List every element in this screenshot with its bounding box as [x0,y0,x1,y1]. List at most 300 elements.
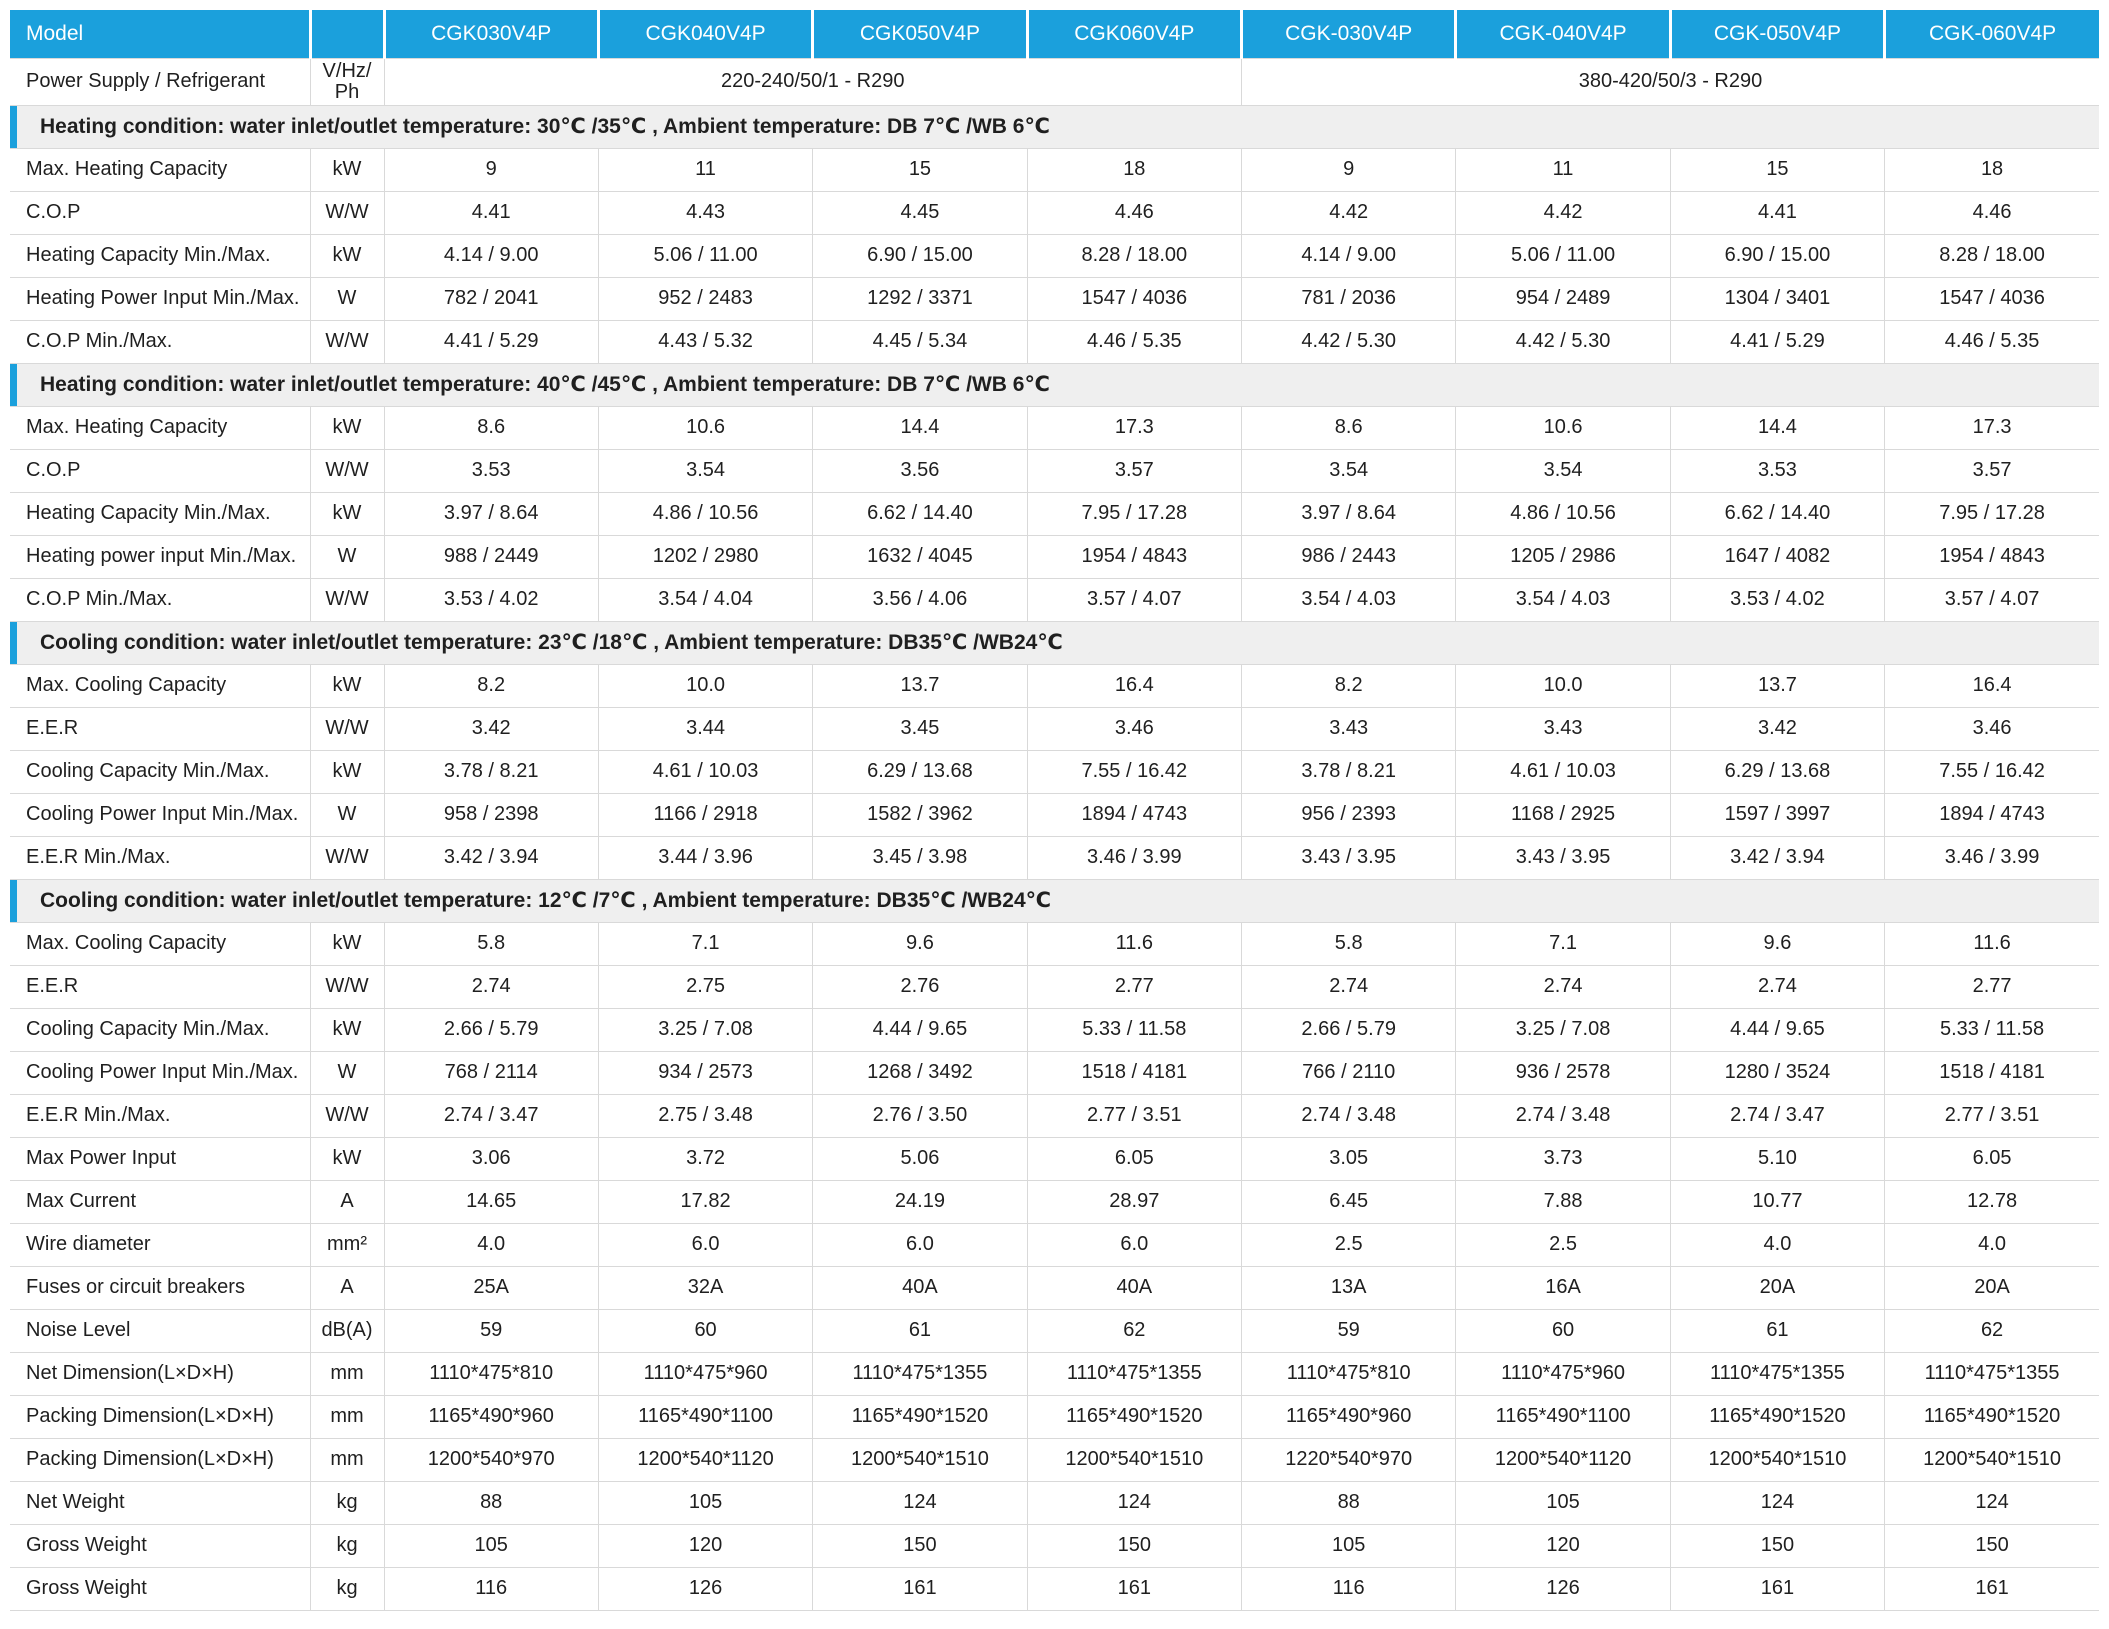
value-cell: 20A [1885,1266,2099,1309]
model-header: CGK-050V4P [1670,10,1884,58]
row-label: E.E.R Min./Max. [10,836,310,879]
row-unit: W/W [310,320,384,363]
value-cell: 1200*540*1510 [1885,1438,2099,1481]
row-unit: kW [310,750,384,793]
value-cell: 1110*475*810 [384,1352,598,1395]
value-cell: 956 / 2393 [1242,793,1456,836]
data-row [10,1266,2099,1309]
value-cell: 1165*490*1100 [598,1395,812,1438]
data-row [10,535,2099,578]
value-cell: 4.41 [1670,191,1884,234]
value-cell: 3.57 [1885,449,2099,492]
value-cell: 62 [1027,1309,1241,1352]
value-cell: 4.61 / 10.03 [598,750,812,793]
value-cell: 1165*490*960 [384,1395,598,1438]
value-cell: 1165*490*1520 [1027,1395,1241,1438]
value-cell: 2.66 / 5.79 [384,1008,598,1051]
value-cell: 3.45 / 3.98 [813,836,1027,879]
row-label: C.O.P [10,449,310,492]
value-cell: 2.77 / 3.51 [1027,1094,1241,1137]
model-column-header: Model [10,10,310,58]
value-cell: 4.46 [1885,191,2099,234]
data-row [10,664,2099,707]
value-cell: 6.62 / 14.40 [1670,492,1884,535]
value-cell: 7.1 [1456,922,1670,965]
value-cell: 4.41 / 5.29 [384,320,598,363]
value-cell: 17.82 [598,1180,812,1223]
value-cell: 9.6 [813,922,1027,965]
row-label: Cooling Capacity Min./Max. [10,1008,310,1051]
value-cell: 3.42 / 3.94 [1670,836,1884,879]
value-cell: 1894 / 4743 [1027,793,1241,836]
value-cell: 5.06 / 11.00 [598,234,812,277]
row-label: E.E.R [10,707,310,750]
value-cell: 120 [598,1524,812,1567]
value-cell: 2.5 [1242,1223,1456,1266]
value-cell: 1954 / 4843 [1885,535,2099,578]
row-label: E.E.R [10,965,310,1008]
value-cell: 3.54 [598,449,812,492]
value-cell: 15 [1670,148,1884,191]
value-cell: 768 / 2114 [384,1051,598,1094]
data-row [10,922,2099,965]
value-cell: 116 [384,1567,598,1610]
value-cell: 5.8 [384,922,598,965]
value-cell: 1165*490*960 [1242,1395,1456,1438]
value-cell: 13.7 [1670,664,1884,707]
value-cell: 1518 / 4181 [1885,1051,2099,1094]
value-cell: 3.97 / 8.64 [384,492,598,535]
value-cell: 20A [1670,1266,1884,1309]
section-header-row [10,363,2099,406]
unit-column-header [310,10,384,58]
value-cell: 4.14 / 9.00 [384,234,598,277]
row-label: Net Dimension(L×D×H) [10,1352,310,1395]
value-cell: 4.42 / 5.30 [1456,320,1670,363]
model-header: CGK060V4P [1027,10,1241,58]
value-cell: 6.90 / 15.00 [813,234,1027,277]
value-cell: 5.06 / 11.00 [1456,234,1670,277]
value-cell: 18 [1885,148,2099,191]
value-cell: 5.33 / 11.58 [1027,1008,1241,1051]
value-cell: 2.74 / 3.47 [1670,1094,1884,1137]
row-label: Packing Dimension(L×D×H) [10,1438,310,1481]
value-cell: 1518 / 4181 [1027,1051,1241,1094]
value-cell: 32A [598,1266,812,1309]
row-unit: kW [310,1137,384,1180]
value-cell: 124 [1885,1481,2099,1524]
value-cell: 1110*475*960 [598,1352,812,1395]
row-unit: kg [310,1524,384,1567]
data-row [10,148,2099,191]
value-cell: 1220*540*970 [1242,1438,1456,1481]
value-cell: 1200*540*970 [384,1438,598,1481]
row-unit: mm² [310,1223,384,1266]
value-cell: 3.54 [1456,449,1670,492]
data-row [10,1051,2099,1094]
value-cell: 6.29 / 13.68 [813,750,1027,793]
value-cell: 126 [1456,1567,1670,1610]
value-cell: 6.05 [1027,1137,1241,1180]
row-unit: dB(A) [310,1309,384,1352]
value-cell: 1200*540*1510 [813,1438,1027,1481]
value-cell: 3.97 / 8.64 [1242,492,1456,535]
row-unit: W/W [310,965,384,1008]
model-header: CGK-060V4P [1885,10,2099,58]
value-cell: 16.4 [1885,664,2099,707]
row-label: Max. Cooling Capacity [10,664,310,707]
value-cell: 3.54 / 4.03 [1242,578,1456,621]
value-cell: 1165*490*1520 [1670,1395,1884,1438]
value-cell: 8.28 / 18.00 [1027,234,1241,277]
value-cell: 2.75 [598,965,812,1008]
value-cell: 3.53 / 4.02 [384,578,598,621]
value-cell: 7.1 [598,922,812,965]
value-cell: 2.66 / 5.79 [1242,1008,1456,1051]
value-cell: 6.45 [1242,1180,1456,1223]
row-label: C.O.P Min./Max. [10,578,310,621]
value-cell: 1110*475*1355 [813,1352,1027,1395]
value-cell: 1582 / 3962 [813,793,1027,836]
value-cell: 4.44 / 9.65 [813,1008,1027,1051]
value-cell: 3.54 / 4.03 [1456,578,1670,621]
value-cell: 7.95 / 17.28 [1885,492,2099,535]
value-cell: 3.72 [598,1137,812,1180]
value-cell: 7.95 / 17.28 [1027,492,1241,535]
row-unit: kg [310,1567,384,1610]
data-row [10,234,2099,277]
value-cell: 17.3 [1885,406,2099,449]
value-cell: 6.62 / 14.40 [813,492,1027,535]
value-cell: 5.8 [1242,922,1456,965]
model-header: CGK-030V4P [1242,10,1456,58]
power-group-1phase: 220-240/50/1 - R290 [384,58,1242,105]
value-cell: 9 [1242,148,1456,191]
section-title: Heating condition: water inlet/outlet temperature: 30℃ /35℃ , Ambient temperature: DB 7℃ /WB 6℃ [10,105,2099,148]
value-cell: 7.88 [1456,1180,1670,1223]
data-row [10,750,2099,793]
row-label: Gross Weight [10,1567,310,1610]
value-cell: 4.44 / 9.65 [1670,1008,1884,1051]
row-label: Cooling Capacity Min./Max. [10,750,310,793]
value-cell: 11 [1456,148,1670,191]
value-cell: 124 [1670,1481,1884,1524]
value-cell: 1110*475*1355 [1670,1352,1884,1395]
row-label: Max. Heating Capacity [10,406,310,449]
value-cell: 3.45 [813,707,1027,750]
value-cell: 3.43 / 3.95 [1242,836,1456,879]
value-cell: 4.46 [1027,191,1241,234]
value-cell: 1205 / 2986 [1456,535,1670,578]
value-cell: 4.46 / 5.35 [1027,320,1241,363]
value-cell: 1200*540*1510 [1670,1438,1884,1481]
row-unit: W/W [310,836,384,879]
value-cell: 1165*490*1520 [813,1395,1027,1438]
data-row [10,793,2099,836]
row-label: Wire diameter [10,1223,310,1266]
data-row [10,1524,2099,1567]
value-cell: 952 / 2483 [598,277,812,320]
value-cell: 60 [598,1309,812,1352]
value-cell: 3.42 / 3.94 [384,836,598,879]
data-row [10,1352,2099,1395]
section-title: Cooling condition: water inlet/outlet temperature: 12℃ /7℃ , Ambient temperature: DB35℃ /WB24℃ [10,879,2099,922]
value-cell: 1200*540*1120 [598,1438,812,1481]
data-row [10,1567,2099,1610]
value-cell: 1202 / 2980 [598,535,812,578]
value-cell: 17.3 [1027,406,1241,449]
data-row [10,1438,2099,1481]
data-row [10,965,2099,1008]
value-cell: 59 [1242,1309,1456,1352]
value-cell: 59 [384,1309,598,1352]
data-row [10,191,2099,234]
value-cell: 766 / 2110 [1242,1051,1456,1094]
value-cell: 10.6 [1456,406,1670,449]
value-cell: 14.4 [1670,406,1884,449]
data-row [10,1223,2099,1266]
row-unit: W [310,1051,384,1094]
value-cell: 1200*540*1120 [1456,1438,1670,1481]
value-cell: 988 / 2449 [384,535,598,578]
value-cell: 4.86 / 10.56 [1456,492,1670,535]
value-cell: 934 / 2573 [598,1051,812,1094]
value-cell: 1165*490*1520 [1885,1395,2099,1438]
row-unit: W [310,535,384,578]
value-cell: 1168 / 2925 [1456,793,1670,836]
row-label: Heating power input Min./Max. [10,535,310,578]
value-cell: 3.53 [384,449,598,492]
section-header-row [10,879,2099,922]
value-cell: 4.45 [813,191,1027,234]
row-label: Cooling Power Input Min./Max. [10,1051,310,1094]
value-cell: 4.14 / 9.00 [1242,234,1456,277]
value-cell: 8.6 [384,406,598,449]
row-label: C.O.P Min./Max. [10,320,310,363]
value-cell: 3.56 / 4.06 [813,578,1027,621]
data-row [10,707,2099,750]
value-cell: 124 [813,1481,1027,1524]
value-cell: 936 / 2578 [1456,1051,1670,1094]
row-unit: A [310,1266,384,1309]
row-unit: W/W [310,707,384,750]
row-unit: W/W [310,449,384,492]
table-head [10,10,2099,58]
data-row [10,406,2099,449]
value-cell: 6.0 [813,1223,1027,1266]
value-cell: 4.42 [1456,191,1670,234]
value-cell: 4.86 / 10.56 [598,492,812,535]
row-unit: kg [310,1481,384,1524]
section-header-row [10,105,2099,148]
value-cell: 3.25 / 7.08 [1456,1008,1670,1051]
data-row [10,1481,2099,1524]
row-unit: W/W [310,578,384,621]
value-cell: 4.0 [384,1223,598,1266]
value-cell: 1632 / 4045 [813,535,1027,578]
value-cell: 62 [1885,1309,2099,1352]
row-unit: mm [310,1395,384,1438]
value-cell: 16.4 [1027,664,1241,707]
row-unit: V/Hz/ Ph [310,58,384,105]
value-cell: 88 [1242,1481,1456,1524]
value-cell: 1110*475*960 [1456,1352,1670,1395]
value-cell: 28.97 [1027,1180,1241,1223]
value-cell: 161 [813,1567,1027,1610]
power-group-3phase: 380-420/50/3 - R290 [1242,58,2100,105]
value-cell: 3.42 [1670,707,1884,750]
value-cell: 4.46 / 5.35 [1885,320,2099,363]
row-unit: W/W [310,191,384,234]
row-unit: kW [310,1008,384,1051]
data-row [10,1094,2099,1137]
row-label: Max. Cooling Capacity [10,922,310,965]
value-cell: 3.54 / 4.04 [598,578,812,621]
value-cell: 11 [598,148,812,191]
value-cell: 2.77 [1885,965,2099,1008]
value-cell: 161 [1885,1567,2099,1610]
value-cell: 3.54 [1242,449,1456,492]
row-label: Power Supply / Refrigerant [10,58,310,105]
row-label: Gross Weight [10,1524,310,1567]
value-cell: 14.4 [813,406,1027,449]
value-cell: 2.74 [1670,965,1884,1008]
value-cell: 4.61 / 10.03 [1456,750,1670,793]
value-cell: 120 [1456,1524,1670,1567]
value-cell: 61 [1670,1309,1884,1352]
value-cell: 126 [598,1567,812,1610]
value-cell: 15 [813,148,1027,191]
value-cell: 986 / 2443 [1242,535,1456,578]
data-row [10,320,2099,363]
value-cell: 161 [1027,1567,1241,1610]
value-cell: 18 [1027,148,1241,191]
row-label: Fuses or circuit breakers [10,1266,310,1309]
value-cell: 2.74 [1242,965,1456,1008]
value-cell: 2.74 / 3.48 [1456,1094,1670,1137]
row-unit: kW [310,234,384,277]
value-cell: 3.46 [1885,707,2099,750]
value-cell: 88 [384,1481,598,1524]
value-cell: 3.46 / 3.99 [1885,836,2099,879]
value-cell: 124 [1027,1481,1241,1524]
value-cell: 8.2 [1242,664,1456,707]
value-cell: 150 [1027,1524,1241,1567]
value-cell: 1597 / 3997 [1670,793,1884,836]
value-cell: 161 [1670,1567,1884,1610]
value-cell: 13.7 [813,664,1027,707]
row-unit: W [310,793,384,836]
value-cell: 11.6 [1885,922,2099,965]
value-cell: 1280 / 3524 [1670,1051,1884,1094]
value-cell: 10.6 [598,406,812,449]
value-cell: 2.76 / 3.50 [813,1094,1027,1137]
value-cell: 1547 / 4036 [1885,277,2099,320]
value-cell: 4.0 [1670,1223,1884,1266]
value-cell: 10.0 [1456,664,1670,707]
value-cell: 6.90 / 15.00 [1670,234,1884,277]
value-cell: 4.45 / 5.34 [813,320,1027,363]
value-cell: 2.74 [384,965,598,1008]
value-cell: 105 [1456,1481,1670,1524]
header-row [10,10,2099,58]
value-cell: 60 [1456,1309,1670,1352]
value-cell: 4.43 / 5.32 [598,320,812,363]
value-cell: 7.55 / 16.42 [1885,750,2099,793]
value-cell: 1110*475*1355 [1885,1352,2099,1395]
value-cell: 5.10 [1670,1137,1884,1180]
value-cell: 4.42 [1242,191,1456,234]
data-row [10,1180,2099,1223]
value-cell: 13A [1242,1266,1456,1309]
data-row [10,1309,2099,1352]
value-cell: 2.74 / 3.48 [1242,1094,1456,1137]
value-cell: 2.77 [1027,965,1241,1008]
value-cell: 5.06 [813,1137,1027,1180]
value-cell: 1292 / 3371 [813,277,1027,320]
row-label: Heating Power Input Min./Max. [10,277,310,320]
row-unit: W/W [310,1094,384,1137]
data-row [10,836,2099,879]
row-label: Heating Capacity Min./Max. [10,492,310,535]
value-cell: 1166 / 2918 [598,793,812,836]
value-cell: 2.74 / 3.47 [384,1094,598,1137]
value-cell: 3.06 [384,1137,598,1180]
model-header: CGK050V4P [813,10,1027,58]
value-cell: 4.0 [1885,1223,2099,1266]
value-cell: 3.53 [1670,449,1884,492]
value-cell: 3.73 [1456,1137,1670,1180]
value-cell: 40A [813,1266,1027,1309]
row-label: E.E.R Min./Max. [10,1094,310,1137]
value-cell: 105 [384,1524,598,1567]
value-cell: 12.78 [1885,1180,2099,1223]
row-unit: kW [310,406,384,449]
spec-table [10,10,2099,1611]
row-label: Max Current [10,1180,310,1223]
value-cell: 9.6 [1670,922,1884,965]
value-cell: 1110*475*810 [1242,1352,1456,1395]
value-cell: 14.65 [384,1180,598,1223]
data-row [10,578,2099,621]
row-label: Max Power Input [10,1137,310,1180]
value-cell: 5.33 / 11.58 [1885,1008,2099,1051]
value-cell: 1954 / 4843 [1027,535,1241,578]
section-title: Cooling condition: water inlet/outlet temperature: 23℃ /18℃ , Ambient temperature: DB35℃ /WB24℃ [10,621,2099,664]
row-label: C.O.P [10,191,310,234]
model-header: CGK030V4P [384,10,598,58]
row-unit: kW [310,148,384,191]
value-cell: 8.6 [1242,406,1456,449]
row-unit: kW [310,922,384,965]
value-cell: 782 / 2041 [384,277,598,320]
table-body [10,58,2099,1610]
value-cell: 1547 / 4036 [1027,277,1241,320]
value-cell: 25A [384,1266,598,1309]
value-cell: 2.75 / 3.48 [598,1094,812,1137]
value-cell: 40A [1027,1266,1241,1309]
value-cell: 24.19 [813,1180,1027,1223]
value-cell: 16A [1456,1266,1670,1309]
value-cell: 150 [1885,1524,2099,1567]
data-row [10,492,2099,535]
power-supply-row [10,58,2099,105]
value-cell: 7.55 / 16.42 [1027,750,1241,793]
row-label: Noise Level [10,1309,310,1352]
value-cell: 781 / 2036 [1242,277,1456,320]
value-cell: 3.44 / 3.96 [598,836,812,879]
value-cell: 1268 / 3492 [813,1051,1027,1094]
